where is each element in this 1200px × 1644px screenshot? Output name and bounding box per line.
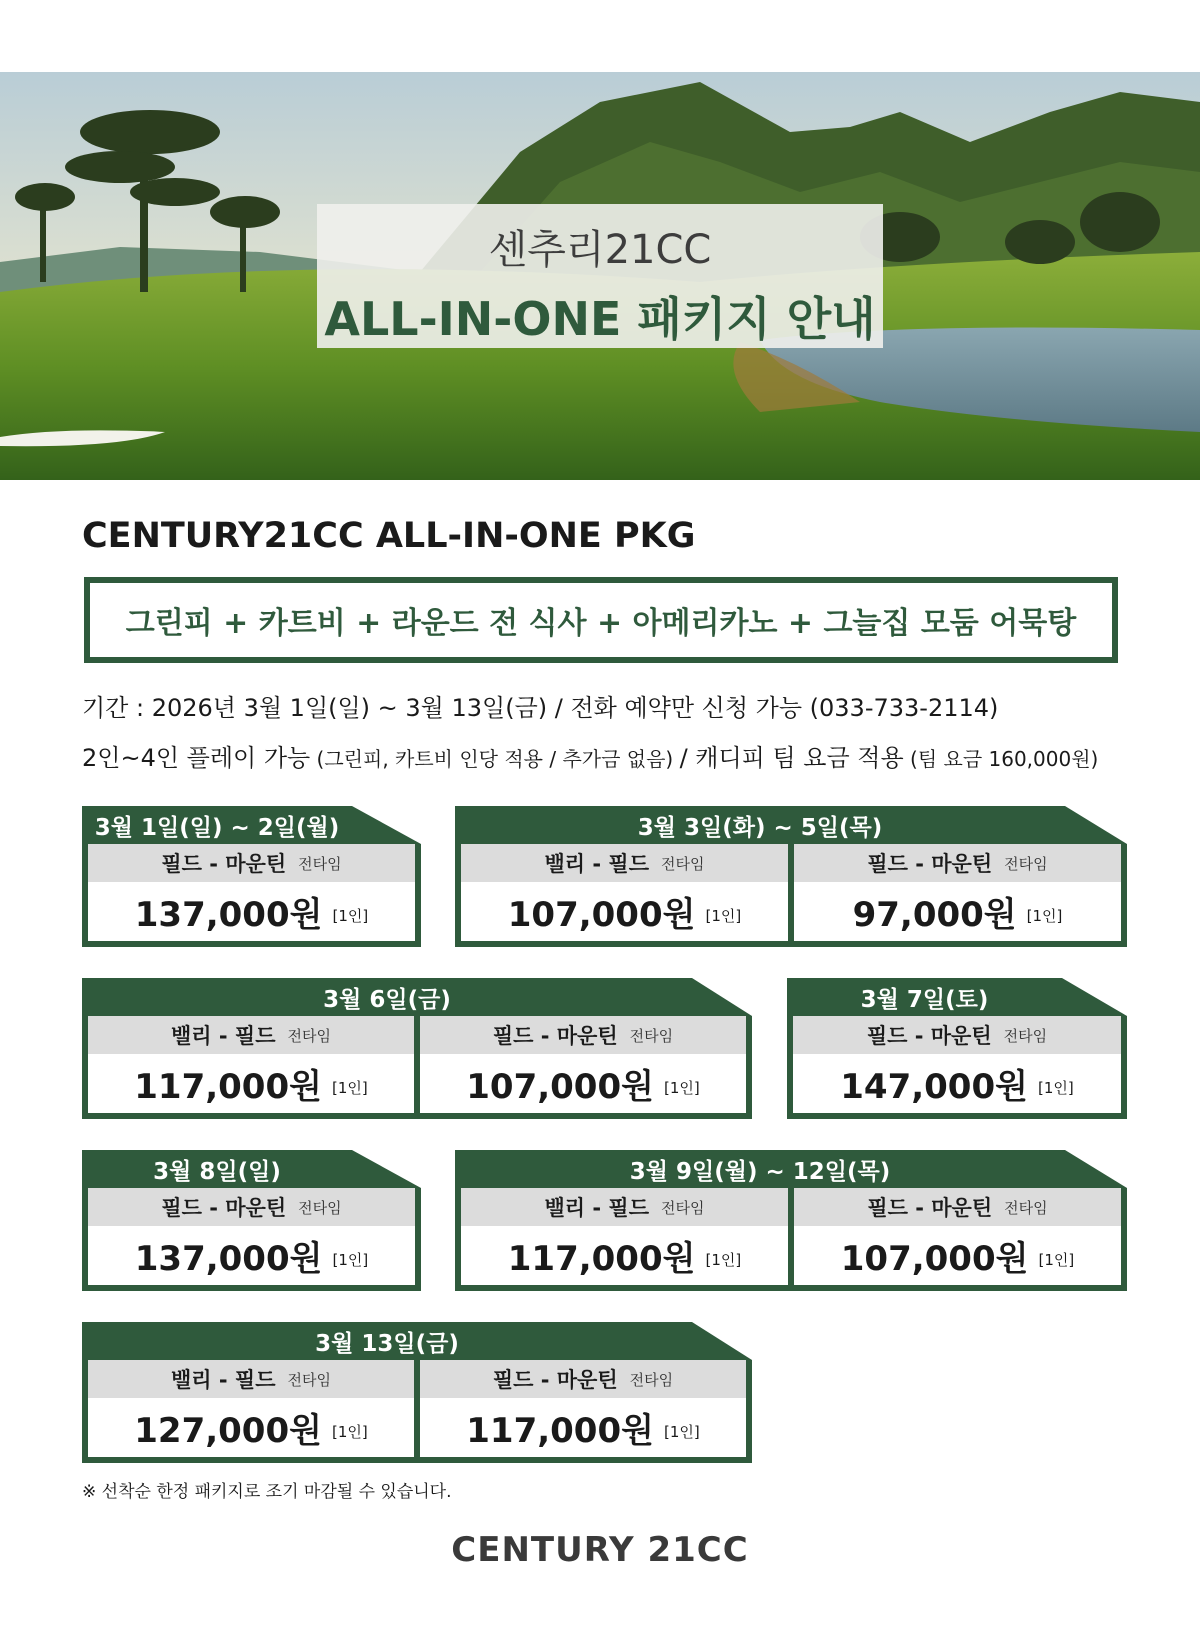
price-card-body: [455, 844, 1127, 947]
course-price: [420, 1398, 746, 1457]
play-info-sep: /: [679, 744, 696, 772]
per-person-label: [1인]: [663, 1079, 700, 1097]
course-price: [88, 1398, 414, 1457]
course-price-cell: [420, 1360, 746, 1457]
per-person-label: [1인]: [331, 1079, 368, 1097]
course-price-cell: [88, 1016, 414, 1113]
course-price: [88, 882, 415, 941]
course-name: [461, 844, 788, 882]
play-info-main: 2인~4인 플레이 가능: [82, 744, 311, 772]
price-card: [787, 978, 1127, 1119]
tee-time-label: 전타임: [629, 1026, 674, 1045]
course-price-cell: [461, 1188, 788, 1285]
price-card-body: [82, 1360, 752, 1463]
tee-time-label: 전타임: [1004, 1198, 1048, 1217]
course-price: [461, 882, 788, 941]
course-price: [794, 1226, 1121, 1285]
tee-time-label: 전타임: [287, 1026, 331, 1045]
price-card-body: [455, 1188, 1127, 1291]
per-person-label: [1인]: [332, 907, 369, 925]
price-value: 127,000원: [134, 1411, 322, 1451]
course-price: [88, 1054, 414, 1113]
course-name: [88, 1360, 414, 1398]
date-tab-slant: [1065, 806, 1127, 844]
course-label: 밸리 - 필드: [544, 1196, 649, 1220]
play-info: [82, 738, 1098, 773]
course-price-cell: [794, 1188, 1121, 1285]
date-tab: 3월 8일(일): [82, 1150, 352, 1188]
tee-time-label: 전타임: [661, 1198, 705, 1217]
hero-title-line2: ALL-IN-ONE 패키지 안내: [324, 292, 876, 346]
date-tab-slant: [352, 1150, 421, 1188]
course-label: 필드 - 마운틴: [492, 1368, 618, 1392]
date-tab: 3월 9일(월) ~ 12일(목): [455, 1150, 1065, 1188]
price-value: 97,000원: [852, 895, 1017, 935]
hero-title-line1: 센추리21CC: [488, 227, 712, 273]
tee-time-label: 전타임: [298, 854, 342, 873]
century21cc-logo: CENTURY 21CC: [451, 1530, 749, 1570]
price-value: 107,000원: [507, 895, 696, 935]
course-name: [794, 1188, 1121, 1226]
hero-image: [0, 72, 1200, 480]
course-price-cell: [793, 1016, 1121, 1113]
per-person-label: [1인]: [663, 1423, 700, 1441]
course-price: [794, 882, 1121, 941]
date-tab: 3월 13일(금): [82, 1322, 692, 1360]
course-price: [793, 1054, 1121, 1113]
course-name: [794, 844, 1121, 882]
per-person-label: [1인]: [1037, 1079, 1074, 1097]
course-price-cell: [794, 844, 1121, 941]
course-price-cell: [88, 1188, 415, 1285]
date-tab: 3월 3일(화) ~ 5일(목): [455, 806, 1065, 844]
per-person-label: [1인]: [331, 1423, 368, 1441]
course-label: 필드 - 마운틴: [866, 1024, 992, 1048]
course-price-cell: [88, 844, 415, 941]
date-tab-slant: [692, 1322, 752, 1360]
price-card-body: [82, 844, 421, 947]
price-card-body: [787, 1016, 1127, 1119]
course-price: [88, 1226, 415, 1285]
date-tab: 3월 7일(토): [787, 978, 1062, 1016]
package-title: CENTURY21CC ALL-IN-ONE PKG: [82, 516, 696, 556]
price-card: [455, 1150, 1127, 1291]
tee-time-label: 전타임: [1004, 854, 1048, 873]
tee-time-label: 전타임: [298, 1198, 342, 1217]
course-name: [461, 1188, 788, 1226]
price-value: 137,000원: [134, 895, 323, 935]
per-person-label: [1인]: [705, 907, 742, 925]
course-label: 필드 - 마운틴: [161, 1196, 287, 1220]
date-tab: 3월 6일(금): [82, 978, 692, 1016]
date-tab-slant: [1062, 978, 1127, 1016]
per-person-label: [1인]: [1026, 907, 1063, 925]
course-name: [88, 1016, 414, 1054]
price-card: [82, 1150, 421, 1291]
price-card: [82, 978, 752, 1119]
course-price: [461, 1226, 788, 1285]
price-value: 107,000원: [466, 1067, 654, 1107]
period-info: 기간 : 2026년 3월 1일(일) ~ 3월 13일(금) / 전화 예약만 신청 가능 (033-733-2114): [82, 694, 999, 722]
date-tab-slant: [692, 978, 752, 1016]
package-inclusions: 그린피 + 카트비 + 라운드 전 식사 + 아메리카노 + 그늘집 모둠 어묵탕: [84, 577, 1118, 663]
course-label: 밸리 - 필드: [171, 1024, 276, 1048]
course-name: [420, 1016, 746, 1054]
course-label: 필드 - 마운틴: [161, 852, 287, 876]
footnote: ※ 선착순 한정 패키지로 조기 마감될 수 있습니다.: [82, 1482, 452, 1502]
caddie-info-note: (팀 요금 160,000원): [903, 747, 1099, 771]
price-card: [82, 1322, 752, 1463]
price-card-body: [82, 1016, 752, 1119]
price-card-body: [82, 1188, 421, 1291]
tee-time-label: 전타임: [629, 1370, 674, 1389]
date-tab-slant: [1065, 1150, 1127, 1188]
date-tab: 3월 1일(일) ~ 2일(월): [82, 806, 352, 844]
price-card: [455, 806, 1127, 947]
course-name: [88, 1188, 415, 1226]
price-value: 147,000원: [840, 1067, 1028, 1107]
play-info-note: (그린피, 카트비 인당 적용 / 추가금 없음): [310, 747, 680, 771]
price-value: 107,000원: [840, 1239, 1029, 1279]
course-label: 필드 - 마운틴: [492, 1024, 618, 1048]
course-price-cell: [88, 1360, 414, 1457]
tee-time-label: 전타임: [1003, 1026, 1048, 1045]
price-value: 117,000원: [134, 1067, 322, 1107]
price-value: 117,000원: [466, 1411, 654, 1451]
per-person-label: [1인]: [1038, 1251, 1075, 1269]
per-person-label: [1인]: [705, 1251, 742, 1269]
course-label: 필드 - 마운틴: [867, 1196, 993, 1220]
course-label: 밸리 - 필드: [171, 1368, 276, 1392]
caddie-info: 캐디피 팀 요금 적용: [695, 744, 904, 772]
price-value: 117,000원: [507, 1239, 696, 1279]
date-tab-slant: [352, 806, 421, 844]
course-price: [420, 1054, 746, 1113]
per-person-label: [1인]: [332, 1251, 369, 1269]
course-price-cell: [420, 1016, 746, 1113]
course-name: [88, 844, 415, 882]
tee-time-label: 전타임: [287, 1370, 331, 1389]
price-value: 137,000원: [134, 1239, 323, 1279]
course-label: 밸리 - 필드: [544, 852, 649, 876]
price-card: [82, 806, 421, 947]
course-price-cell: [461, 844, 788, 941]
course-name: [420, 1360, 746, 1398]
course-label: 필드 - 마운틴: [867, 852, 993, 876]
tee-time-label: 전타임: [661, 854, 705, 873]
course-name: [793, 1016, 1121, 1054]
hero-title-box: [317, 204, 883, 348]
